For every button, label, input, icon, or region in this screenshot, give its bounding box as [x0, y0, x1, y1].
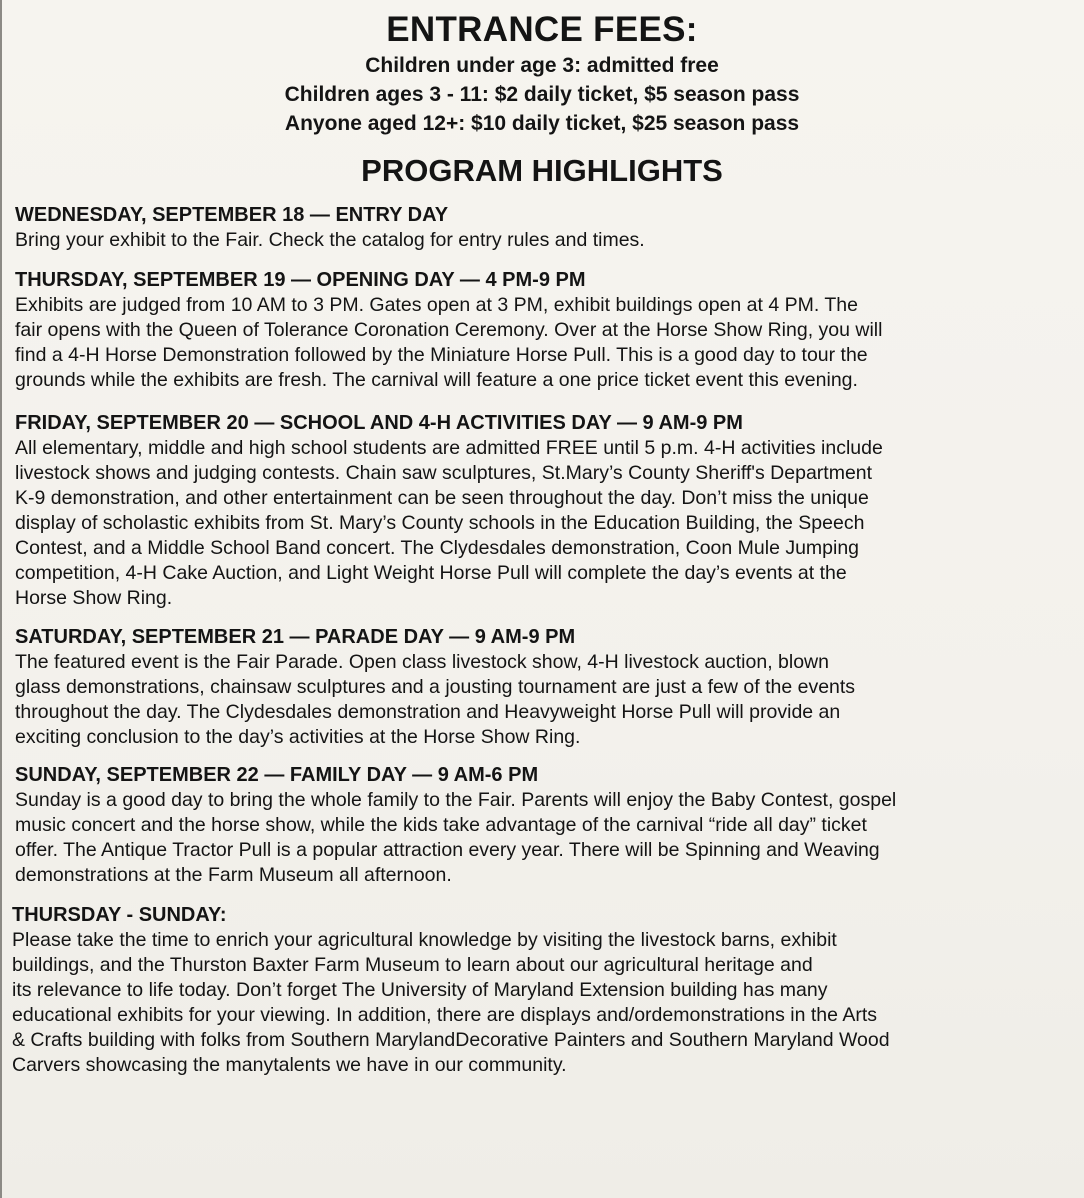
section-line: Sunday is a good day to bring the whole family to the Fair. Parents will enjoy the Baby Contest, gospel [15, 789, 897, 811]
section-line: throughout the day. The Clydesdales demonstration and Heavyweight Horse Pull will provide an [15, 701, 841, 723]
section-line: educational exhibits for your viewing. In addition, there are displays and/ordemonstrations in the Arts [12, 1004, 877, 1026]
section-title: WEDNESDAY, SEPTEMBER 18 — ENTRY DAY [15, 204, 449, 226]
program-highlights-heading: PROGRAM HIGHLIGHTS [361, 153, 723, 188]
section-saturday [15, 625, 1075, 750]
section-line: music concert and the horse show, while the kids take advantage of the carnival “ride all day” ticket [15, 814, 867, 836]
section-line: its relevance to life today. Don’t forget The University of Maryland Extension building has many [12, 979, 828, 1001]
section-line: offer. The Antique Tractor Pull is a popular attraction every year. There will be Spinning and Weaving [15, 839, 880, 861]
section-line: competition, 4-H Cake Auction, and Light Weight Horse Pull will complete the day’s events at the [15, 562, 847, 584]
section-line: Bring your exhibit to the Fair. Check the catalog for entry rules and times. [15, 229, 645, 251]
section-title: THURSDAY - SUNDAY: [12, 904, 227, 926]
section-line: display of scholastic exhibits from St. Mary’s County schools in the Education Building, the Speech [15, 512, 865, 534]
section-line: fair opens with the Queen of Tolerance Coronation Ceremony. Over at the Horse Show Ring, you will [15, 319, 883, 341]
section-line: Exhibits are judged from 10 AM to 3 PM. Gates open at 3 PM, exhibit buildings open at 4 PM. The [15, 294, 858, 316]
section-line: glass demonstrations, chainsaw sculptures and a jousting tournament are just a few of the events [15, 676, 856, 698]
section-line: Contest, and a Middle School Band concert. The Clydesdales demonstration, Coon Mule Jumping [15, 537, 860, 559]
section-title: SUNDAY, SEPTEMBER 22 — FAMILY DAY — 9 AM-6 PM [15, 764, 539, 786]
section-line: K-9 demonstration, and other entertainment can be seen throughout the day. Don’t miss the unique [15, 487, 869, 509]
fee-line-ages-3-11: Children ages 3 - 11: $2 daily ticket, $5 season pass [284, 83, 800, 106]
section-title: THURSDAY, SEPTEMBER 19 — OPENING DAY — 4 PM-9 PM [15, 269, 586, 291]
section-line: & Crafts building with folks from Southern MarylandDecorative Painters and Southern Maryland Wood [12, 1029, 890, 1051]
section-sunday [15, 763, 1075, 888]
fee-line-ages-12-plus: Anyone aged 12+: $10 daily ticket, $25 season pass [284, 112, 800, 135]
section-wednesday [15, 203, 1075, 253]
section-line: exciting conclusion to the day’s activities at the Horse Show Ring. [15, 726, 581, 748]
entrance-fees-heading: ENTRANCE FEES: [386, 10, 698, 49]
section-line: Please take the time to enrich your agricultural knowledge by visiting the livestock barns, exhibit [12, 929, 837, 951]
section-line: Carvers showcasing the manytalents we have in our community. [12, 1054, 567, 1076]
section-line: buildings, and the Thurston Baxter Farm Museum to learn about our agricultural heritage and [12, 954, 813, 976]
section-line: The featured event is the Fair Parade. Open class livestock show, 4-H livestock auction, blown [15, 651, 829, 673]
fee-line-under-3: Children under age 3: admitted free [365, 54, 719, 77]
section-line: grounds while the exhibits are fresh. The carnival will feature a one price ticket event this evening. [15, 369, 858, 391]
section-thursday [15, 268, 1075, 393]
section-line: demonstrations at the Farm Museum all afternoon. [15, 864, 452, 886]
section-friday [15, 411, 1075, 611]
section-line: livestock shows and judging contests. Chain saw sculptures, St.Mary’s County Sheriff's Department [15, 462, 873, 484]
section-title: FRIDAY, SEPTEMBER 20 — SCHOOL AND 4-H ACTIVITIES DAY — 9 AM-9 PM [15, 412, 743, 434]
section-line: Horse Show Ring. [15, 587, 173, 609]
section-title: SATURDAY, SEPTEMBER 21 — PARADE DAY — 9 AM-9 PM [15, 626, 576, 648]
section-line: find a 4-H Horse Demonstration followed by the Miniature Horse Pull. This is a good day to tour the [15, 344, 868, 366]
section-thursday-sunday [12, 903, 1072, 1078]
section-line: All elementary, middle and high school students are admitted FREE until 5 p.m. 4-H activities include [15, 437, 883, 459]
